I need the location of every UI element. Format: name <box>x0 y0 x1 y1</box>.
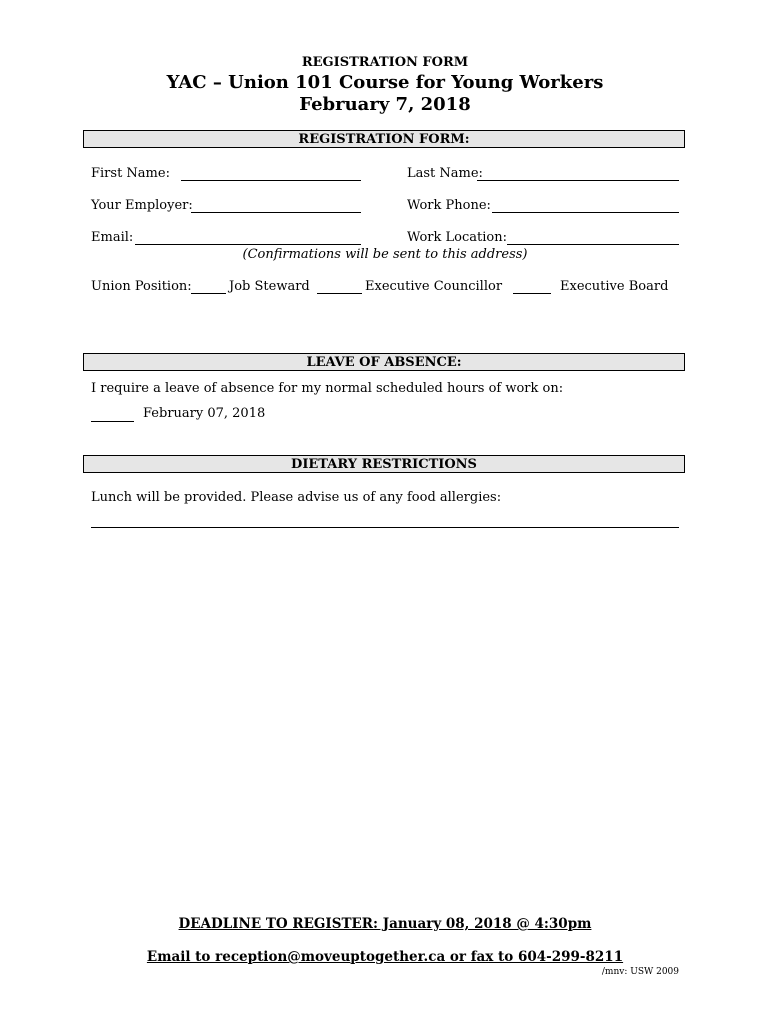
employer-field[interactable] <box>191 212 361 213</box>
form-kicker: REGISTRATION FORM <box>301 55 469 70</box>
work-phone-field[interactable] <box>492 212 679 213</box>
dietary-text: Lunch will be provided. Please advise us of any food allergies: <box>91 490 502 505</box>
event-date: February 7, 2018 <box>299 94 471 115</box>
leave-date-option: February 07, 2018 <box>143 406 266 421</box>
work-phone-label: Work Phone: <box>407 198 491 213</box>
contact-instructions: Email to reception@moveuptogether.ca or fax to 604-299-8211 <box>146 949 624 965</box>
executive-board-checkline[interactable] <box>513 293 551 294</box>
confirmation-note: (Confirmations will be sent to this address) <box>242 247 528 262</box>
job-steward-option: Job Steward <box>229 279 310 294</box>
dietary-section-header: DIETARY RESTRICTIONS <box>83 455 685 473</box>
executive-councillor-option: Executive Councillor <box>365 279 503 294</box>
email-field[interactable] <box>135 244 361 245</box>
form-code-note: /mnv: USW 2009 <box>601 967 679 977</box>
executive-councillor-checkline[interactable] <box>317 293 362 294</box>
allergies-field[interactable] <box>91 527 679 528</box>
work-location-label: Work Location: <box>407 230 507 245</box>
leave-date-checkline[interactable] <box>91 421 134 422</box>
registration-section-header: REGISTRATION FORM: <box>83 130 685 148</box>
email-label: Email: <box>91 230 134 245</box>
employer-label: Your Employer: <box>91 198 193 213</box>
first-name-field[interactable] <box>181 180 361 181</box>
last-name-field[interactable] <box>477 180 679 181</box>
executive-board-option: Executive Board <box>560 279 669 294</box>
work-location-field[interactable] <box>507 244 679 245</box>
leave-text: I require a leave of absence for my normal scheduled hours of work on: <box>91 381 564 396</box>
job-steward-checkline[interactable] <box>191 293 226 294</box>
first-name-label: First Name: <box>91 166 170 181</box>
union-position-label: Union Position: <box>91 279 192 294</box>
page-title: YAC – Union 101 Course for Young Workers <box>166 72 604 93</box>
leave-section-header: LEAVE OF ABSENCE: <box>83 353 685 371</box>
deadline-notice: DEADLINE TO REGISTER: January 08, 2018 @ 4:30pm <box>178 916 592 932</box>
last-name-label: Last Name: <box>407 166 483 181</box>
